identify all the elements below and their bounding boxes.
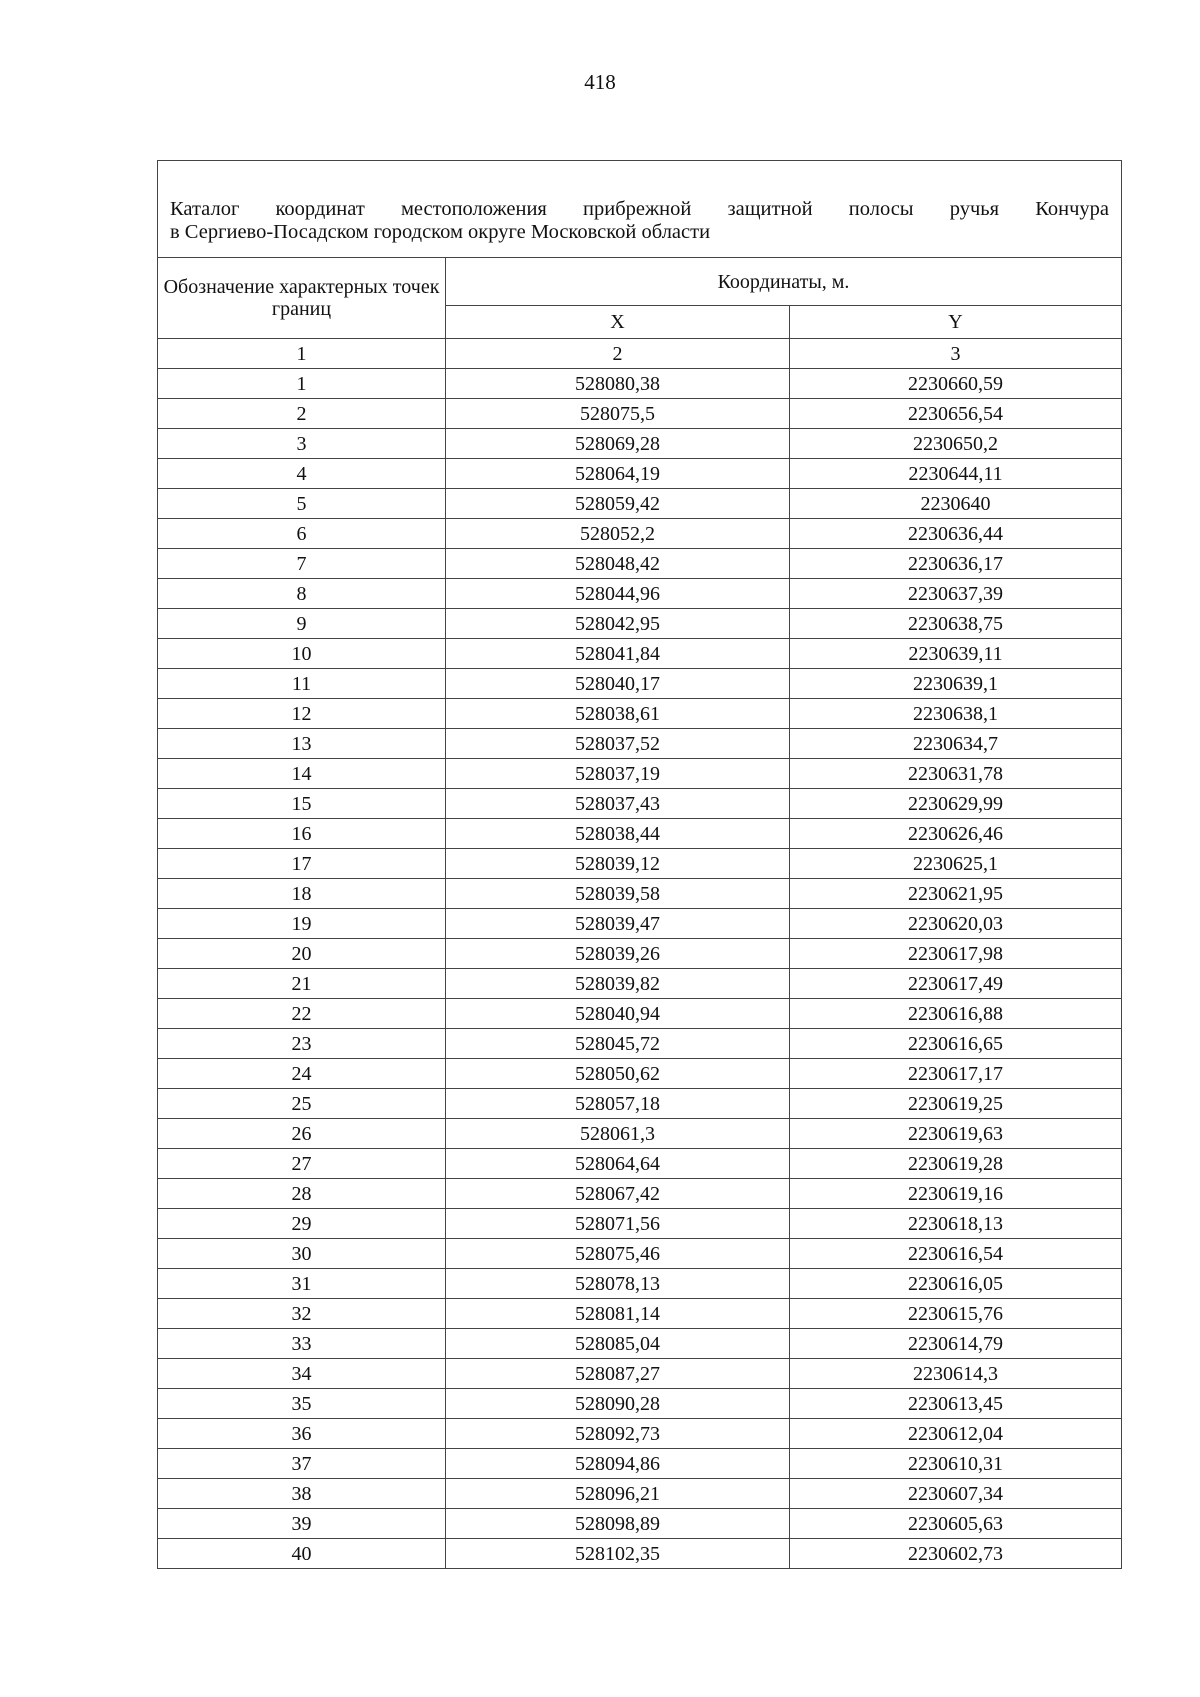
point-number: 17 bbox=[158, 849, 446, 879]
table-row bbox=[158, 1059, 1122, 1089]
coord-y: 2230613,45 bbox=[790, 1389, 1122, 1419]
coord-y: 2230616,54 bbox=[790, 1239, 1122, 1269]
table-row bbox=[158, 909, 1122, 939]
table-row bbox=[158, 429, 1122, 459]
point-number: 14 bbox=[158, 759, 446, 789]
point-number: 18 bbox=[158, 879, 446, 909]
coord-x: 528075,5 bbox=[446, 399, 790, 429]
coord-y: 2230634,7 bbox=[790, 729, 1122, 759]
table-row bbox=[158, 1299, 1122, 1329]
point-number: 34 bbox=[158, 1359, 446, 1389]
table-row bbox=[158, 1329, 1122, 1359]
table-row bbox=[158, 609, 1122, 639]
table-row bbox=[158, 939, 1122, 969]
point-number: 35 bbox=[158, 1389, 446, 1419]
coord-x: 528061,3 bbox=[446, 1119, 790, 1149]
coord-y: 2230616,05 bbox=[790, 1269, 1122, 1299]
coord-y: 2230610,31 bbox=[790, 1449, 1122, 1479]
header-row bbox=[158, 258, 1122, 306]
table-title-line-2: в Сергиево-Посадском городском округе Московской области bbox=[170, 221, 711, 243]
column-number-1: 1 bbox=[158, 339, 446, 369]
coord-x: 528071,56 bbox=[446, 1209, 790, 1239]
header-points: Обозначение характерных точек границ bbox=[158, 258, 446, 339]
coord-x: 528039,12 bbox=[446, 849, 790, 879]
point-number: 4 bbox=[158, 459, 446, 489]
table-row bbox=[158, 879, 1122, 909]
coord-x: 528050,62 bbox=[446, 1059, 790, 1089]
table-row bbox=[158, 699, 1122, 729]
coord-x: 528037,52 bbox=[446, 729, 790, 759]
coord-x: 528038,44 bbox=[446, 819, 790, 849]
point-number: 22 bbox=[158, 999, 446, 1029]
table-row bbox=[158, 819, 1122, 849]
point-number: 11 bbox=[158, 669, 446, 699]
point-number: 23 bbox=[158, 1029, 446, 1059]
table-row bbox=[158, 969, 1122, 999]
coord-y: 2230605,63 bbox=[790, 1509, 1122, 1539]
point-number: 12 bbox=[158, 699, 446, 729]
coord-x: 528039,47 bbox=[446, 909, 790, 939]
coord-x: 528039,58 bbox=[446, 879, 790, 909]
coord-x: 528057,18 bbox=[446, 1089, 790, 1119]
title-row bbox=[158, 161, 1122, 258]
table-title-line-1: Каталог координат местоположения прибрежной защитной полосы ручья Кончура bbox=[170, 198, 1109, 221]
coord-y: 2230619,28 bbox=[790, 1149, 1122, 1179]
coord-x: 528096,21 bbox=[446, 1479, 790, 1509]
coord-y: 2230619,16 bbox=[790, 1179, 1122, 1209]
coord-x: 528037,43 bbox=[446, 789, 790, 819]
table-row bbox=[158, 639, 1122, 669]
table-row bbox=[158, 789, 1122, 819]
point-number: 5 bbox=[158, 489, 446, 519]
coord-y: 2230625,1 bbox=[790, 849, 1122, 879]
coord-y: 2230620,03 bbox=[790, 909, 1122, 939]
coord-y: 2230636,17 bbox=[790, 549, 1122, 579]
column-number-2: 2 bbox=[446, 339, 790, 369]
coord-x: 528098,89 bbox=[446, 1509, 790, 1539]
coord-x: 528075,46 bbox=[446, 1239, 790, 1269]
point-number: 28 bbox=[158, 1179, 446, 1209]
coord-x: 528040,17 bbox=[446, 669, 790, 699]
coord-y: 2230650,2 bbox=[790, 429, 1122, 459]
coord-y: 2230617,17 bbox=[790, 1059, 1122, 1089]
point-number: 36 bbox=[158, 1419, 446, 1449]
coord-x: 528037,19 bbox=[446, 759, 790, 789]
point-number: 25 bbox=[158, 1089, 446, 1119]
table-row bbox=[158, 459, 1122, 489]
coord-y: 2230621,95 bbox=[790, 879, 1122, 909]
coord-y: 2230637,39 bbox=[790, 579, 1122, 609]
coord-y: 2230639,1 bbox=[790, 669, 1122, 699]
coord-y: 2230660,59 bbox=[790, 369, 1122, 399]
coord-x: 528080,38 bbox=[446, 369, 790, 399]
table-row bbox=[158, 369, 1122, 399]
column-number-row bbox=[158, 339, 1122, 369]
coord-x: 528044,96 bbox=[446, 579, 790, 609]
point-number: 33 bbox=[158, 1329, 446, 1359]
table-row bbox=[158, 1479, 1122, 1509]
table-row bbox=[158, 1029, 1122, 1059]
coord-y: 2230614,3 bbox=[790, 1359, 1122, 1389]
coord-y: 2230626,46 bbox=[790, 819, 1122, 849]
point-number: 39 bbox=[158, 1509, 446, 1539]
table-row bbox=[158, 1389, 1122, 1419]
coord-y: 2230615,76 bbox=[790, 1299, 1122, 1329]
table-row bbox=[158, 1539, 1122, 1569]
table-row bbox=[158, 399, 1122, 429]
coordinate-catalog-table bbox=[157, 160, 1122, 1569]
point-number: 24 bbox=[158, 1059, 446, 1089]
coord-x: 528081,14 bbox=[446, 1299, 790, 1329]
table-row bbox=[158, 1509, 1122, 1539]
point-number: 10 bbox=[158, 639, 446, 669]
table-row bbox=[158, 1209, 1122, 1239]
header-coordinates: Координаты, м. bbox=[446, 258, 1122, 306]
table-title bbox=[158, 161, 1122, 258]
coord-y: 2230638,1 bbox=[790, 699, 1122, 729]
coord-y: 2230619,63 bbox=[790, 1119, 1122, 1149]
coord-y: 2230638,75 bbox=[790, 609, 1122, 639]
table-row bbox=[158, 549, 1122, 579]
table-row bbox=[158, 999, 1122, 1029]
coord-y: 2230629,99 bbox=[790, 789, 1122, 819]
coord-y: 2230619,25 bbox=[790, 1089, 1122, 1119]
point-number: 15 bbox=[158, 789, 446, 819]
coord-x: 528039,26 bbox=[446, 939, 790, 969]
table-row bbox=[158, 1419, 1122, 1449]
header-y: Y bbox=[790, 306, 1122, 339]
coord-y: 2230656,54 bbox=[790, 399, 1122, 429]
point-number: 6 bbox=[158, 519, 446, 549]
coord-x: 528045,72 bbox=[446, 1029, 790, 1059]
table-row bbox=[158, 1089, 1122, 1119]
coord-x: 528041,84 bbox=[446, 639, 790, 669]
header-x: X bbox=[446, 306, 790, 339]
table-row bbox=[158, 579, 1122, 609]
table-row bbox=[158, 1119, 1122, 1149]
point-number: 37 bbox=[158, 1449, 446, 1479]
coord-y: 2230612,04 bbox=[790, 1419, 1122, 1449]
coord-y: 2230616,65 bbox=[790, 1029, 1122, 1059]
coord-x: 528064,19 bbox=[446, 459, 790, 489]
table-row bbox=[158, 1239, 1122, 1269]
point-number: 21 bbox=[158, 969, 446, 999]
coord-y: 2230616,88 bbox=[790, 999, 1122, 1029]
point-number: 2 bbox=[158, 399, 446, 429]
column-number-3: 3 bbox=[790, 339, 1122, 369]
coord-x: 528092,73 bbox=[446, 1419, 790, 1449]
coord-x: 528090,28 bbox=[446, 1389, 790, 1419]
table-row bbox=[158, 1179, 1122, 1209]
coord-y: 2230631,78 bbox=[790, 759, 1122, 789]
point-number: 26 bbox=[158, 1119, 446, 1149]
point-number: 3 bbox=[158, 429, 446, 459]
coord-y: 2230636,44 bbox=[790, 519, 1122, 549]
table-row bbox=[158, 759, 1122, 789]
coord-x: 528078,13 bbox=[446, 1269, 790, 1299]
page-number: 418 bbox=[584, 70, 616, 94]
point-number: 27 bbox=[158, 1149, 446, 1179]
coord-x: 528069,28 bbox=[446, 429, 790, 459]
coord-x: 528064,64 bbox=[446, 1149, 790, 1179]
table-row bbox=[158, 849, 1122, 879]
point-number: 8 bbox=[158, 579, 446, 609]
point-number: 19 bbox=[158, 909, 446, 939]
coord-x: 528087,27 bbox=[446, 1359, 790, 1389]
point-number: 32 bbox=[158, 1299, 446, 1329]
table-row bbox=[158, 519, 1122, 549]
coord-x: 528040,94 bbox=[446, 999, 790, 1029]
table-row bbox=[158, 489, 1122, 519]
coord-x: 528102,35 bbox=[446, 1539, 790, 1569]
table-row bbox=[158, 1449, 1122, 1479]
coord-y: 2230617,98 bbox=[790, 939, 1122, 969]
point-number: 30 bbox=[158, 1239, 446, 1269]
point-number: 40 bbox=[158, 1539, 446, 1569]
table-row bbox=[158, 1149, 1122, 1179]
point-number: 38 bbox=[158, 1479, 446, 1509]
coord-y: 2230618,13 bbox=[790, 1209, 1122, 1239]
coord-x: 528039,82 bbox=[446, 969, 790, 999]
table-row bbox=[158, 669, 1122, 699]
coord-x: 528042,95 bbox=[446, 609, 790, 639]
coord-y: 2230607,34 bbox=[790, 1479, 1122, 1509]
coord-y: 2230644,11 bbox=[790, 459, 1122, 489]
point-number: 7 bbox=[158, 549, 446, 579]
coord-y: 2230617,49 bbox=[790, 969, 1122, 999]
coord-x: 528048,42 bbox=[446, 549, 790, 579]
coord-x: 528038,61 bbox=[446, 699, 790, 729]
point-number: 16 bbox=[158, 819, 446, 849]
point-number: 9 bbox=[158, 609, 446, 639]
coord-y: 2230602,73 bbox=[790, 1539, 1122, 1569]
coord-x: 528067,42 bbox=[446, 1179, 790, 1209]
table-row bbox=[158, 729, 1122, 759]
point-number: 20 bbox=[158, 939, 446, 969]
coord-y: 2230614,79 bbox=[790, 1329, 1122, 1359]
coord-x: 528059,42 bbox=[446, 489, 790, 519]
table-row bbox=[158, 1359, 1122, 1389]
coord-x: 528094,86 bbox=[446, 1449, 790, 1479]
table-row bbox=[158, 1269, 1122, 1299]
coord-y: 2230640 bbox=[790, 489, 1122, 519]
point-number: 31 bbox=[158, 1269, 446, 1299]
coord-x: 528085,04 bbox=[446, 1329, 790, 1359]
point-number: 13 bbox=[158, 729, 446, 759]
point-number: 1 bbox=[158, 369, 446, 399]
point-number: 29 bbox=[158, 1209, 446, 1239]
coord-x: 528052,2 bbox=[446, 519, 790, 549]
coord-y: 2230639,11 bbox=[790, 639, 1122, 669]
